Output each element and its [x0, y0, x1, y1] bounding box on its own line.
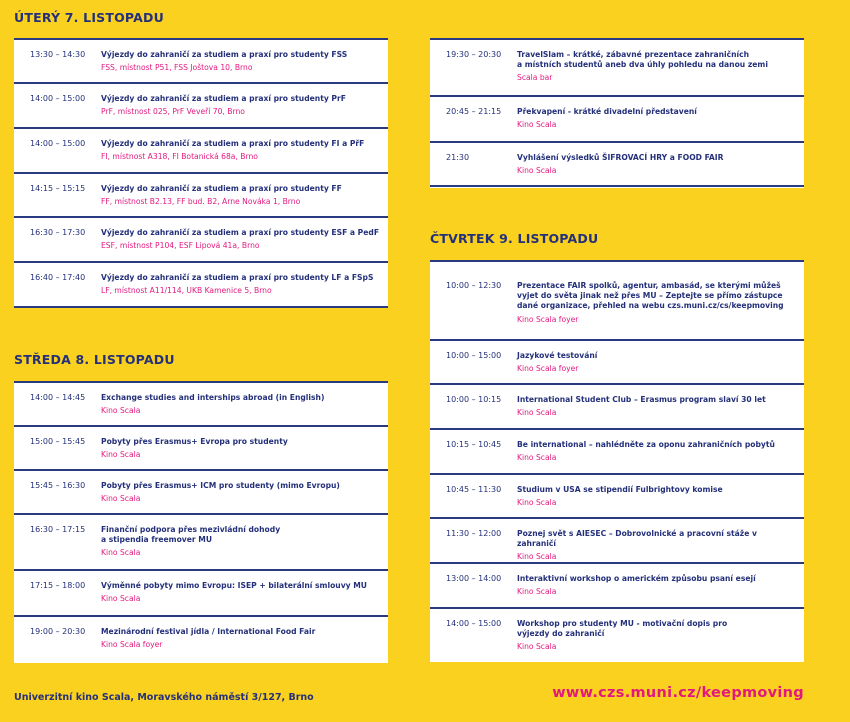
- divider: [430, 185, 804, 187]
- entry-title: [101, 581, 380, 604]
- entry-time: 14:15 – 15:15: [30, 184, 86, 193]
- schedule-card-wednesday: [14, 381, 388, 663]
- schedule-entry: [430, 428, 804, 474]
- entry-title: [101, 94, 380, 117]
- entry-time: 19:00 – 20:30: [30, 627, 86, 636]
- divider: [14, 306, 388, 308]
- entry-title: [101, 139, 380, 162]
- day-title-wednesday: STŘEDA 8. LISTOPADU: [14, 352, 175, 367]
- entry-place: Kino Scala: [517, 408, 557, 418]
- entry-time: 16:30 – 17:30: [30, 228, 86, 237]
- entry-title-text: Workshop pro studenty MU - motivační dopis pro výjezdy do zahraničí: [517, 619, 728, 639]
- schedule-entry: [14, 569, 388, 617]
- entry-title: [101, 481, 380, 504]
- entry-title: [517, 395, 796, 418]
- entry-title-text: Prezentace FAIR spolků, agentur, ambasád, se kterými můžeš vyjet do světa jinak než přes MU – Zeptejte se přímo zástupce dané organizace, přehled na webu czs.muni.cz/cs/keepmoving: [517, 281, 784, 311]
- schedule-card-thursday: [430, 260, 804, 662]
- entry-title: [101, 525, 380, 559]
- entry-place: Kino Scala: [517, 120, 557, 130]
- schedule-entry: [14, 216, 388, 262]
- entry-title: [517, 107, 796, 130]
- entry-time: 15:45 – 16:30: [30, 481, 86, 490]
- entry-title-text: Překvapení - krátké divadelní představení: [517, 107, 697, 116]
- entry-place: Kino Scala: [101, 548, 141, 558]
- entry-title-text: Výjezdy do zahraničí za studiem a praxí pro studenty LF a FSpS: [101, 273, 374, 282]
- schedule-entry: [14, 127, 388, 173]
- entry-place: Kino Scala: [101, 406, 141, 416]
- entry-place: FSS, místnost P51, FSS Joštova 10, Brno: [101, 63, 253, 73]
- day-title-tuesday: ÚTERÝ 7. LISTOPADU: [14, 10, 164, 25]
- entry-time: 10:45 – 11:30: [446, 485, 502, 494]
- schedule-entry: [430, 517, 804, 563]
- entry-title-text: International Student Club – Erasmus program slaví 30 let: [517, 395, 766, 404]
- entry-title-text: Interaktivní workshop o americkém způsobu psaní esejí: [517, 574, 756, 583]
- entry-title-text: Vyhlášení výsledků ŠIFROVACÍ HRY a FOOD FAIR: [517, 153, 724, 162]
- schedule-entry: [14, 513, 388, 571]
- entry-time: 14:00 – 15:00: [30, 139, 86, 148]
- entry-place: Kino Scala: [517, 498, 557, 508]
- entry-time: 14:00 – 15:00: [446, 619, 502, 628]
- entry-title-text: Pobyty přes Erasmus+ ICM pro studenty (mimo Evropu): [101, 481, 340, 490]
- entry-title: [101, 184, 380, 207]
- entry-time: 11:30 – 12:00: [446, 529, 502, 538]
- entry-title: [517, 50, 796, 84]
- entry-place: Kino Scala foyer: [101, 640, 163, 650]
- schedule-entry: [14, 381, 388, 427]
- schedule-entry: [430, 562, 804, 608]
- entry-title: [517, 619, 796, 653]
- entry-title: [101, 50, 380, 73]
- schedule-entry: [14, 469, 388, 515]
- entry-place: Kino Scala: [517, 166, 557, 176]
- entry-place: Kino Scala: [101, 494, 141, 504]
- entry-time: 10:15 – 10:45: [446, 440, 502, 449]
- entry-time: 10:00 – 10:15: [446, 395, 502, 404]
- entry-time: 10:00 – 12:30: [446, 281, 502, 290]
- schedule-entry: [14, 82, 388, 128]
- entry-time: 13:30 – 14:30: [30, 50, 86, 59]
- schedule-card-tuesday: [14, 38, 388, 308]
- entry-title: [517, 153, 796, 176]
- entry-title-text: Studium v USA se stipendií Fulbrightovy komise: [517, 485, 723, 494]
- entry-title-text: Výjezdy do zahraničí za studiem a praxí pro studenty FI a PřF: [101, 139, 365, 148]
- schedule-entry: [430, 607, 804, 663]
- schedule-entry: [430, 260, 804, 340]
- entry-title: [101, 437, 380, 460]
- entry-title-text: Výjezdy do zahraničí za studiem a praxí pro studenty FSS: [101, 50, 348, 59]
- schedule-entry: [430, 339, 804, 385]
- entry-time: 19:30 – 20:30: [446, 50, 502, 59]
- entry-time: 13:00 – 14:00: [446, 574, 502, 583]
- entry-place: Scala bar: [517, 73, 553, 83]
- venue-address: Univerzitní kino Scala, Moravského náměstí 3/127, Brno: [14, 692, 314, 703]
- entry-title: [517, 281, 796, 325]
- entry-place: PrF, místnost 025, PrF Veveří 70, Brno: [101, 107, 245, 117]
- entry-place: ESF, místnost P104, ESF Lipová 41a, Brno: [101, 241, 260, 251]
- entry-place: Kino Scala: [517, 587, 557, 597]
- entry-title: [101, 273, 380, 296]
- schedule-entry: [14, 172, 388, 218]
- entry-place: Kino Scala: [517, 453, 557, 463]
- entry-place: Kino Scala foyer: [517, 364, 579, 374]
- entry-time: 21:30: [446, 153, 470, 162]
- entry-time: 20:45 – 21:15: [446, 107, 502, 116]
- entry-time: 15:00 – 15:45: [30, 437, 86, 446]
- schedule-entry: [430, 383, 804, 429]
- entry-time: 14:00 – 15:00: [30, 94, 86, 103]
- entry-title-text: Pobyty přes Erasmus+ Evropa pro studenty: [101, 437, 288, 446]
- entry-title-text: Poznej svět s AIESEC – Dobrovolnické a pracovní stáže v zahraničí: [517, 529, 757, 549]
- entry-title: [101, 627, 380, 650]
- entry-time: 17:15 – 18:00: [30, 581, 86, 590]
- day-title-thursday: ČTVRTEK 9. LISTOPADU: [430, 231, 599, 246]
- entry-title-text: Mezinárodní festival jídla / International Food Fair: [101, 627, 316, 636]
- entry-title: [517, 574, 796, 597]
- entry-title-text: Výjezdy do zahraničí za studiem a praxí pro studenty PrF: [101, 94, 346, 103]
- schedule-entry: [14, 261, 388, 307]
- entry-title: [101, 393, 380, 416]
- entry-title-text: Finanční podpora přes mezivládní dohody a stipendia freemover MU: [101, 525, 281, 545]
- entry-place: FF, místnost B2.13, FF bud. B2, Arne Nováka 1, Brno: [101, 197, 301, 207]
- entry-place: Kino Scala: [517, 642, 557, 652]
- entry-title-text: Výjezdy do zahraničí za studiem a praxí pro studenty ESF a PedF: [101, 228, 380, 237]
- entry-place: FI, místnost A318, FI Botanická 68a, Brno: [101, 152, 258, 162]
- entry-title-text: Be international – nahlédněte za oponu zahraničních pobytů: [517, 440, 775, 449]
- schedule-entry: [430, 95, 804, 141]
- entry-title: [517, 440, 796, 463]
- entry-place: Kino Scala: [517, 552, 557, 562]
- entry-title: [517, 351, 796, 374]
- schedule-entry: [430, 473, 804, 519]
- website-link[interactable]: www.czs.muni.cz/keepmoving: [552, 685, 804, 701]
- entry-time: 10:00 – 15:00: [446, 351, 502, 360]
- schedule-card-wednesday-continued: [430, 38, 804, 188]
- entry-place: LF, místnost A11/114, UKB Kamenice 5, Brno: [101, 286, 272, 296]
- entry-title-text: Jazykové testování: [517, 351, 598, 360]
- entry-title-text: Exchange studies and interships abroad (in English): [101, 393, 325, 402]
- entry-title: [101, 228, 380, 251]
- schedule-entry: [14, 425, 388, 471]
- schedule-entry: [14, 38, 388, 84]
- entry-time: 16:40 – 17:40: [30, 273, 86, 282]
- entry-title-text: Výjezdy do zahraničí za studiem a praxí pro studenty FF: [101, 184, 342, 193]
- entry-time: 14:00 – 14:45: [30, 393, 86, 402]
- entry-title-text: TravelSlam – krátké, zábavné prezentace zahraničních a místních studentů aneb dva úhly pohledu na danou zemi: [517, 50, 768, 70]
- entry-title-text: Výměnné pobyty mimo Evropu: ISEP + bilaterální smlouvy MU: [101, 581, 367, 590]
- entry-title: [517, 529, 796, 563]
- entry-time: 16:30 – 17:15: [30, 525, 86, 534]
- schedule-entry: [430, 141, 804, 187]
- entry-title: [517, 485, 796, 508]
- entry-place: Kino Scala: [101, 594, 141, 604]
- entry-place: Kino Scala foyer: [517, 314, 579, 324]
- schedule-entry: [14, 615, 388, 663]
- schedule-entry: [430, 38, 804, 96]
- entry-place: Kino Scala: [101, 450, 141, 460]
